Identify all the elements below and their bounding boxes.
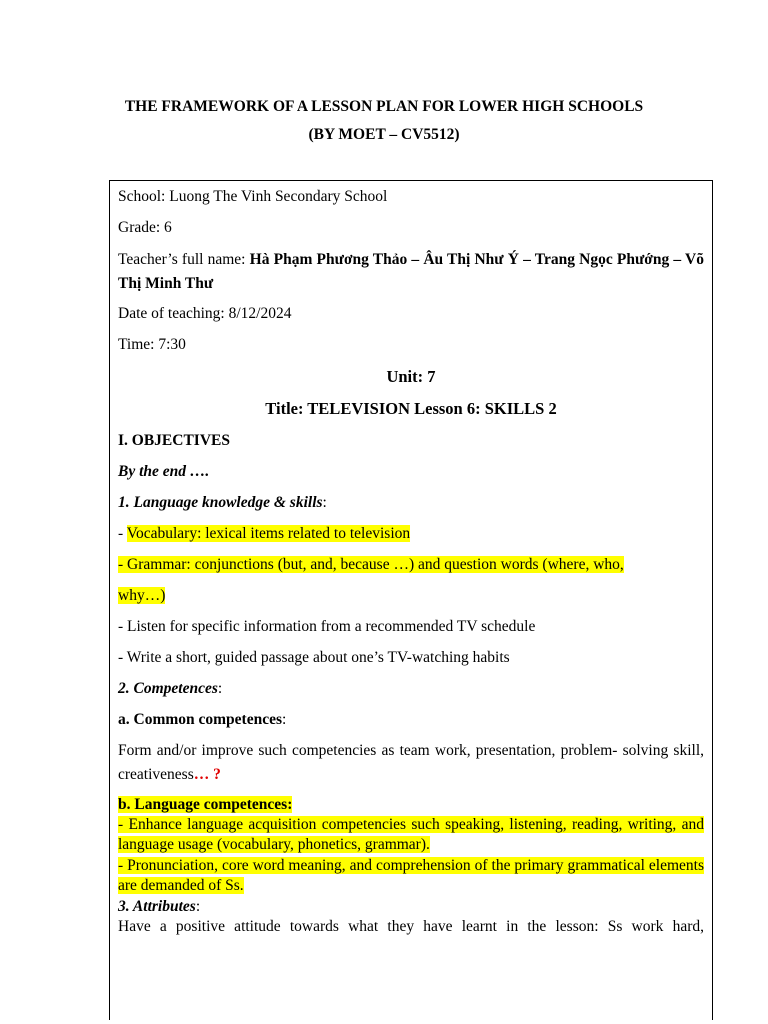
lesson-title: Title: TELEVISION Lesson 6: SKILLS 2 — [265, 399, 557, 418]
grammar-text-1: - Grammar: conjunctions (but, and, because …) and question words (where, who, — [118, 556, 624, 573]
attributes-label: 3. Attributes — [118, 898, 196, 915]
document-subtitle: (BY MOET – CV5512) — [308, 126, 460, 143]
language-competences-item-2-text: - Pronunciation, core word meaning, and comprehension of the primary grammatical elements are demanded of Ss. — [118, 857, 704, 894]
language-knowledge-colon: : — [322, 494, 327, 511]
grammar-text-2: why…) — [118, 587, 166, 604]
teacher-names: Hà Phạm Phương Thảo – Âu Thị Như Ý – Trang Ngọc Phướng – Võ Thị Minh Thư — [118, 251, 704, 292]
unit-heading: Unit: 7 — [386, 367, 436, 386]
date-line: Date of teaching: 8/12/2024 — [118, 305, 292, 322]
by-the-end-line: By the end …. — [118, 463, 210, 480]
objectives-heading: I. OBJECTIVES — [118, 432, 230, 449]
time-line: Time: 7:30 — [118, 336, 186, 353]
vocabulary-text: Vocabulary: lexical items related to television — [126, 525, 411, 542]
language-competences-heading — [118, 794, 704, 815]
language-knowledge-label: 1. Language knowledge & skills — [118, 494, 323, 511]
language-competences-label: b. Language competences: — [118, 796, 293, 813]
lesson-plan-box — [109, 180, 713, 1020]
language-competences-item-1-text: - Enhance language acquisition competencies such speaking, listening, reading, writing, and language usage (vocabulary, phonetics, grammar). — [118, 816, 704, 853]
write-line: - Write a short, guided passage about one’s TV-watching habits — [118, 649, 510, 666]
listen-line: - Listen for specific information from a recommended TV schedule — [118, 618, 536, 635]
grammar-line-1 — [118, 554, 704, 575]
common-competences-heading — [118, 709, 704, 730]
school-line: School: Luong The Vinh Secondary School — [118, 188, 388, 205]
attributes-text: Have a positive attitude towards what they have learnt in the lesson: Ss work hard, — [118, 918, 704, 935]
language-knowledge-heading — [118, 492, 704, 513]
grade-line: Grade: 6 — [118, 219, 172, 236]
common-competences-colon: : — [282, 711, 287, 728]
competences-heading — [118, 678, 704, 699]
common-competences-label: a. Common competences — [118, 711, 283, 728]
attributes-colon: : — [195, 898, 201, 915]
common-competences-text — [118, 739, 704, 787]
teacher-line — [118, 248, 704, 296]
competences-label: 2. Competences — [118, 680, 218, 697]
grammar-line-2 — [118, 585, 704, 606]
language-competences-item-2 — [118, 856, 704, 896]
teacher-label: Teacher’s full name: — [118, 251, 250, 268]
vocabulary-line — [118, 523, 704, 544]
competences-colon: : — [217, 680, 223, 697]
common-competences-body: Form and/or improve such competencies as team work, presentation, problem- solving skill, creativeness — [118, 742, 704, 783]
language-competences-item-1 — [118, 815, 704, 855]
document-title: THE FRAMEWORK OF A LESSON PLAN FOR LOWER HIGH SCHOOLS — [124, 98, 644, 115]
vocabulary-dash: - — [118, 525, 127, 542]
attributes-heading — [118, 897, 704, 917]
common-competences-mark: … ? — [193, 766, 221, 783]
